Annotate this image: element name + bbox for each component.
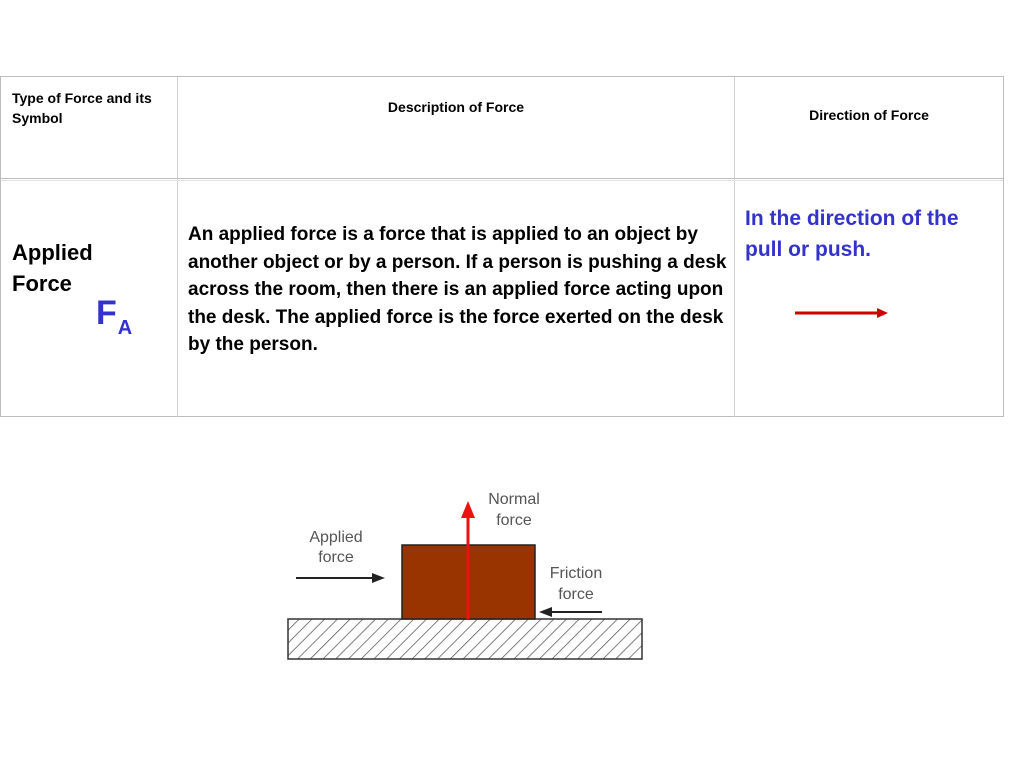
force-description-text: An applied force is a force that is applied to an object by another object or by a person. If a person is pushing a desk across the room, then there is an applied force acting upon the desk. The applied force is the force exerted on the desk by the person.	[188, 224, 727, 355]
force-name-line1: Applied	[12, 240, 93, 265]
force-direction-text: In the direction of the pull or push.	[745, 207, 959, 261]
friction-force-label-line1: Friction	[549, 565, 603, 582]
force-diagram-svg	[280, 485, 660, 670]
applied-force-label-line2: force	[318, 549, 354, 566]
cell-force-direction	[735, 178, 1003, 417]
cell-force-description	[178, 178, 735, 417]
force-table	[0, 76, 1004, 417]
force-symbol-main: F	[96, 294, 117, 332]
header-cell-direction	[735, 77, 1003, 178]
force-symbol	[96, 294, 133, 339]
header-description-label: Description of Force	[387, 99, 525, 115]
normal-force-label-line2: force	[496, 512, 532, 529]
applied-force-arrow-icon	[296, 573, 385, 583]
normal-force-label-line1: Normal	[488, 491, 540, 508]
force-symbol-subscript: A	[117, 317, 133, 339]
direction-arrow-icon	[793, 306, 893, 320]
header-type-label: Type of Force and its Symbol	[12, 90, 152, 126]
table-header-row	[1, 77, 1003, 178]
friction-force-label-line2: force	[558, 586, 594, 603]
friction-force-arrow-icon	[539, 607, 602, 617]
force-name-line2: Force	[12, 271, 72, 296]
ground-surface	[288, 619, 642, 659]
cell-force-type	[1, 178, 178, 417]
table-row	[1, 178, 1003, 417]
header-direction-label: Direction of Force	[809, 107, 929, 123]
header-cell-description	[178, 77, 735, 178]
header-cell-type	[1, 77, 178, 178]
applied-force-label-line1: Applied	[309, 529, 363, 546]
force-name	[12, 237, 93, 299]
force-diagram	[280, 485, 660, 670]
